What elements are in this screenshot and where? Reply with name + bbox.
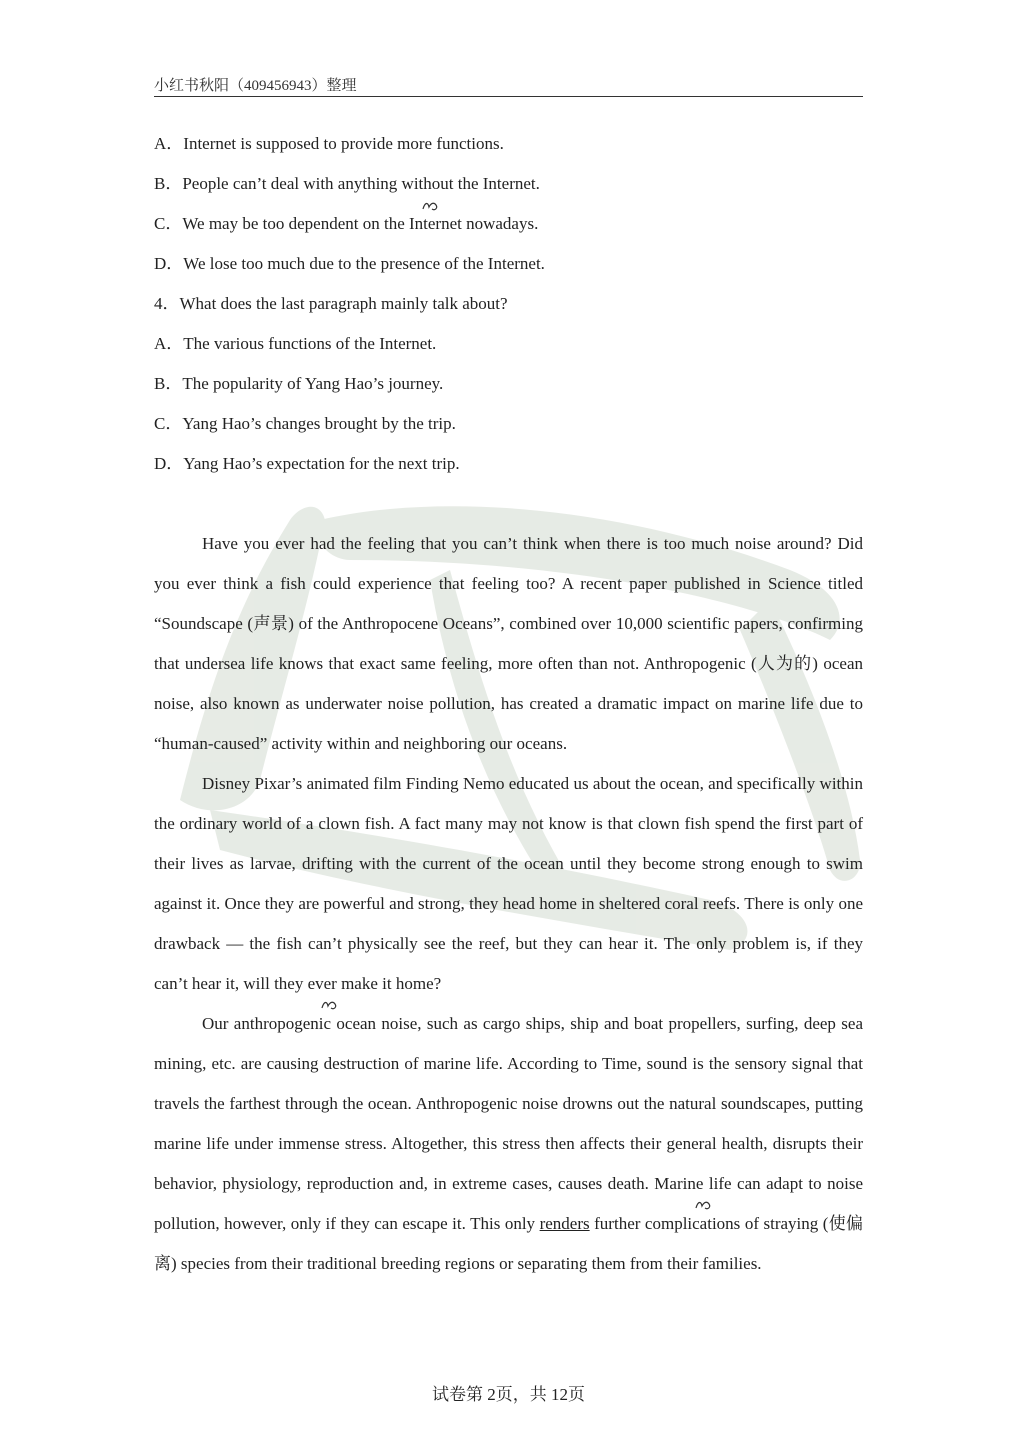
passage-paragraph-2: Disney Pixar’s animated film Finding Nemo educated us about the ocean, and specifically within the ordinary world of a clown fish. A fact many may not know is that clown fish spend the first part of their lives as larvae, drifting with the current of the ocean until they become strong enough to swim against it. Once they are powerful and strong, they head home in sheltered coral reefs. There is only one drawback — the fish can’t physically see the reef, but they can hear it. The only problem is, if they can’t hear it, will they ever make it home? [154, 774, 863, 993]
header-text: 小红书秋阳（409456943）整理 [154, 78, 357, 94]
q4-option-d: D．Yang Hao’s expectation for the next trip. [154, 454, 460, 473]
paragraph-3-text-start: Our anthropogenic ocean noise, such as cargo ships, ship and boat propellers, surfing, deep sea mining, etc. are causing destruction of marine life. According to Time, sound is the sensory signal that travels the farthest through the ocean. Anthropogenic noise drowns out the natural soundscapes, putting marine life under immense stress. Altogether, this stress then affects their general health, disrupts their behavior, physiology, reproduction and, in extreme cases, causes death. Marine life can adapt to noise pollution, however, only if they can escape it. This only [154, 1014, 863, 1233]
q4-option-c: C．Yang Hao’s changes brought by the trip. [154, 414, 456, 433]
handwritten-mark-icon [421, 200, 441, 212]
passage-paragraph-1: Have you ever had the feeling that you can’t think when there is too much noise around? Did you ever think a fish could experience that feeling too? A recent paper published in Science titled “Soundscape (声景) of the Anthropocene Oceans”, combined over 10,000 scientific papers, confirming that undersea life knows that exact same feeling, more often than not. Anthropogenic (人为的) ocean noise, also known as underwater noise pollution, has created a dramatic impact on marine life due to “human-caused” activity within and neighboring our oceans. [154, 534, 863, 753]
q3-option-c: C．We may be too dependent on the Internet nowadays. [154, 214, 539, 233]
passage-paragraph-3 [154, 1004, 863, 1284]
q4-option-a: A．The various functions of the Internet. [154, 334, 437, 353]
q4-option-b: B．The popularity of Yang Hao’s journey. [154, 374, 444, 393]
q3-option-b: B．People can’t deal with anything without the Internet. [154, 174, 540, 193]
q3-option-d: D．We lose too much due to the presence of the Internet. [154, 254, 545, 273]
underlined-word: renders [539, 1214, 590, 1233]
handwritten-mark-icon [320, 999, 340, 1011]
q3-option-a: A．Internet is supposed to provide more functions. [154, 134, 504, 153]
page-header [154, 72, 863, 97]
paragraph-3-text-end: further complications of straying (使偏离) species from their traditional breeding regions or separating them from their families. [154, 1214, 864, 1273]
reading-passage [154, 524, 863, 1284]
handwritten-mark-icon [694, 1199, 714, 1211]
question-options [154, 124, 863, 484]
page-footer: 试卷第 2页，共 12页 [432, 1385, 585, 1404]
question-4: 4．What does the last paragraph mainly talk about? [154, 294, 508, 313]
